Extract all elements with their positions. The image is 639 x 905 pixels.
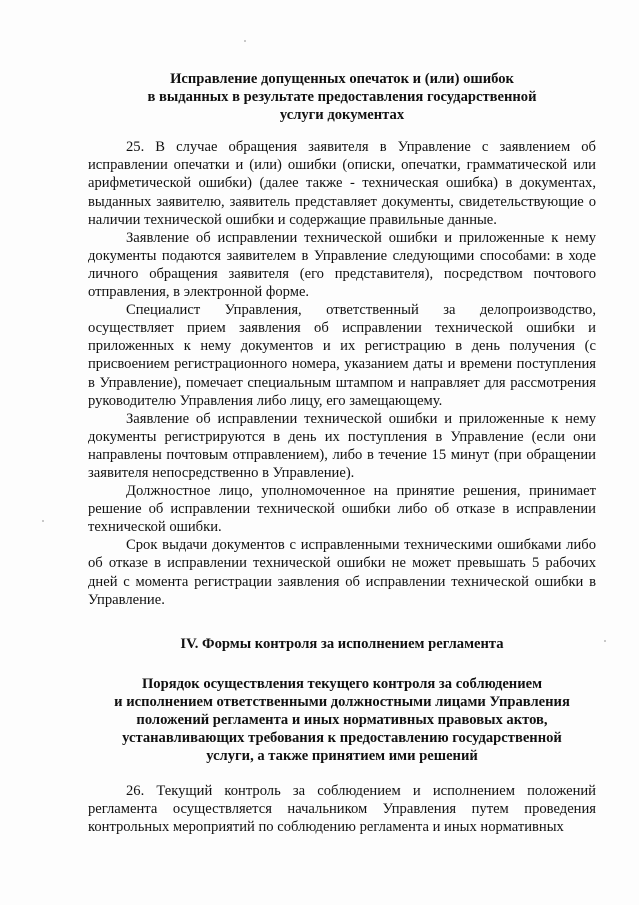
- paragraph-26: 26. Текущий контроль за соблюдением и исполнением положений регламента осуществляется начальником Управления путем проведения контрольных мероприятий по соблюдению регламента и иных нормативных: [88, 783, 596, 836]
- document-body: [88, 70, 596, 837]
- heading-line: услуги, а также принятием ими решений: [206, 748, 478, 765]
- heading-line: услуги документах: [279, 107, 405, 124]
- paragraph-25: 25. В случае обращения заявителя в Управление с заявлением об исправлении опечатки и (или) ошибки (описки, опечатки, грамматической или арифметической ошибки) (далее также - техническая ошибка) в документах, выданных заявителю, заявитель представляет документы, свидетельствующие о наличии технической ошибки и содержащие правильные данные.: [88, 139, 596, 228]
- heading-line: устанавливающих требования к предоставлению государственной: [122, 730, 562, 747]
- paragraph-specialist-registration: Специалист Управления, ответственный за делопроизводство, осуществляет прием заявления об исправлении технической ошибки и приложенных к нему документов и их регистрацию в день получения (с присвоением регистрационного номера, указанием даты и времени поступления в Управление), помечает специальным штампом и направляет для рассмотрения руководителю Управления либо лицу, его замещающему.: [88, 302, 596, 409]
- heading-line: и исполнением ответственными должностными лицами Управления: [114, 693, 570, 710]
- paragraph-issue-deadline: Срок выдачи документов с исправленными техническими ошибками либо об отказе в исправлении технической ошибки не может превышать 5 рабочих дней с момента регистрации заявления об исправлении технической ошибки в Управление.: [88, 537, 596, 608]
- heading-line: Порядок осуществления текущего контроля за соблюдением: [141, 675, 543, 692]
- section-heading-control-forms: IV. Формы контроля за исполнением регламента: [180, 635, 504, 652]
- paragraph-registration-timing: Заявление об исправлении технической ошибки и приложенные к нему документы регистрируются в день их поступления в Управление (если они направлены почтовым отправлением), либо в течение 15 минут (при обращении заявителя непосредственно в Управление).: [88, 410, 596, 481]
- heading-line: Исправление допущенных опечаток и (или) ошибок: [170, 71, 514, 87]
- paragraph-decision: Должностное лицо, уполномоченное на принятие решения, принимает решение об исправлении технической ошибки либо об отказе в исправлении технической ошибки.: [88, 483, 596, 536]
- heading-line: положений регламента и иных нормативных правовых актов,: [136, 712, 548, 728]
- section-heading-current-control: [88, 675, 596, 765]
- heading-line: в выданных в результате предоставления государственной: [147, 89, 537, 106]
- section-heading-corrections: [88, 70, 596, 124]
- paragraph-application-submission: Заявление об исправлении технической ошибки и приложенные к нему документы подаются заявителем в Управление следующими способами: в ходе личного обращения заявителя (его представителя), посредством почтового отправления, в электронной форме.: [88, 229, 596, 301]
